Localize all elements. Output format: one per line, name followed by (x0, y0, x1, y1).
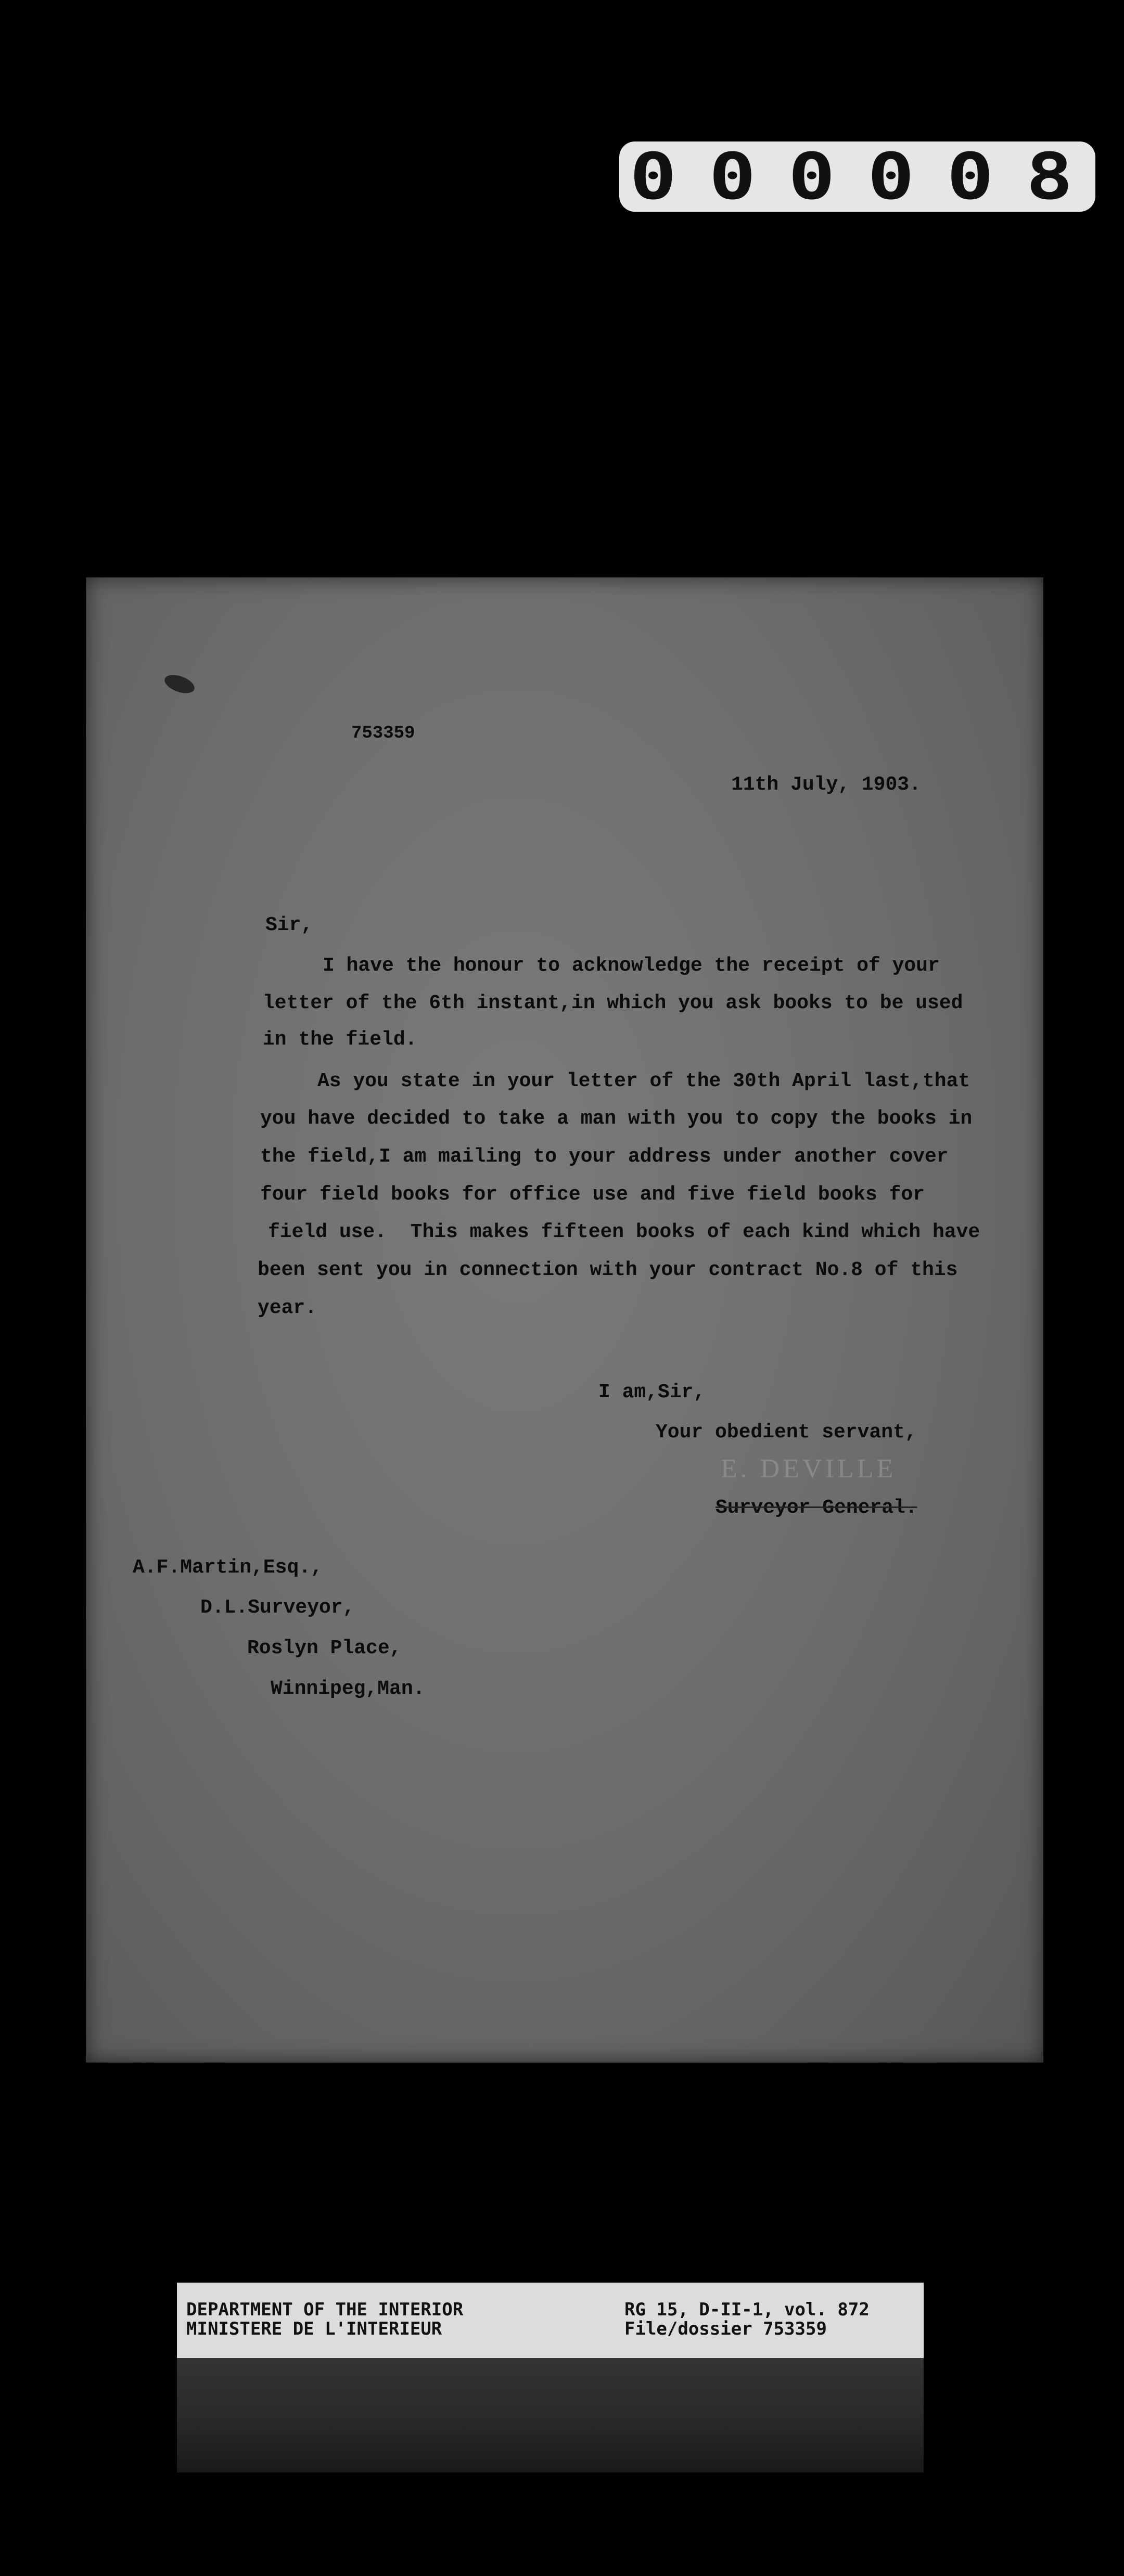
body-line: As you state in your letter of the 30th April last,that (317, 1070, 970, 1092)
body-line: in the field. (263, 1028, 417, 1051)
addressee-line: A.F.Martin,Esq., (133, 1556, 323, 1579)
frame-counter (619, 139, 1105, 214)
archive-label (177, 2283, 924, 2358)
body-line: I have the honour to acknowledge the receipt of your (323, 955, 940, 977)
frame-counter-digits: 000008 (630, 139, 1105, 214)
file-number: 753359 (351, 724, 415, 743)
letter-sheet (86, 577, 1043, 2063)
signature-title: Surveyor General. (716, 1497, 917, 1519)
body-line: field use. This makes fifteen books of each kind which have (268, 1221, 980, 1243)
addressee-line: Winnipeg,Man. (271, 1678, 425, 1700)
body-line: year. (258, 1297, 317, 1319)
body-line: you have decided to take a man with you to copy the books in (260, 1107, 973, 1130)
body-line: four field books for office use and five field books for (260, 1183, 925, 1206)
closing: I am,Sir, (598, 1381, 706, 1403)
body-line: letter of the 6th instant,in which you ask books to be used (263, 992, 963, 1014)
addressee-line: Roslyn Place, (247, 1637, 402, 1659)
archive-dept-en: DEPARTMENT OF THE INTERIOR (186, 2299, 464, 2320)
body-line: been sent you in connection with your contract No.8 of this (258, 1259, 958, 1281)
signature-stamp: E. DEVILLE (721, 1454, 897, 1484)
addressee-line: D.L.Surveyor, (200, 1596, 355, 1619)
archive-file: File/dossier 753359 (624, 2319, 827, 2339)
archive-dept-fr: MINISTERE DE L'INTERIEUR (186, 2319, 442, 2339)
body-line: the field,I am mailing to your address under another cover (260, 1145, 949, 1168)
salutation: Sir, (265, 914, 313, 936)
letter-date: 11th July, 1903. (731, 774, 921, 796)
archive-label-shadow (177, 2358, 924, 2472)
archive-reference: RG 15, D-II-1, vol. 872 (624, 2299, 870, 2320)
ink-blot (162, 672, 197, 697)
closing-servant: Your obedient servant, (656, 1421, 917, 1444)
